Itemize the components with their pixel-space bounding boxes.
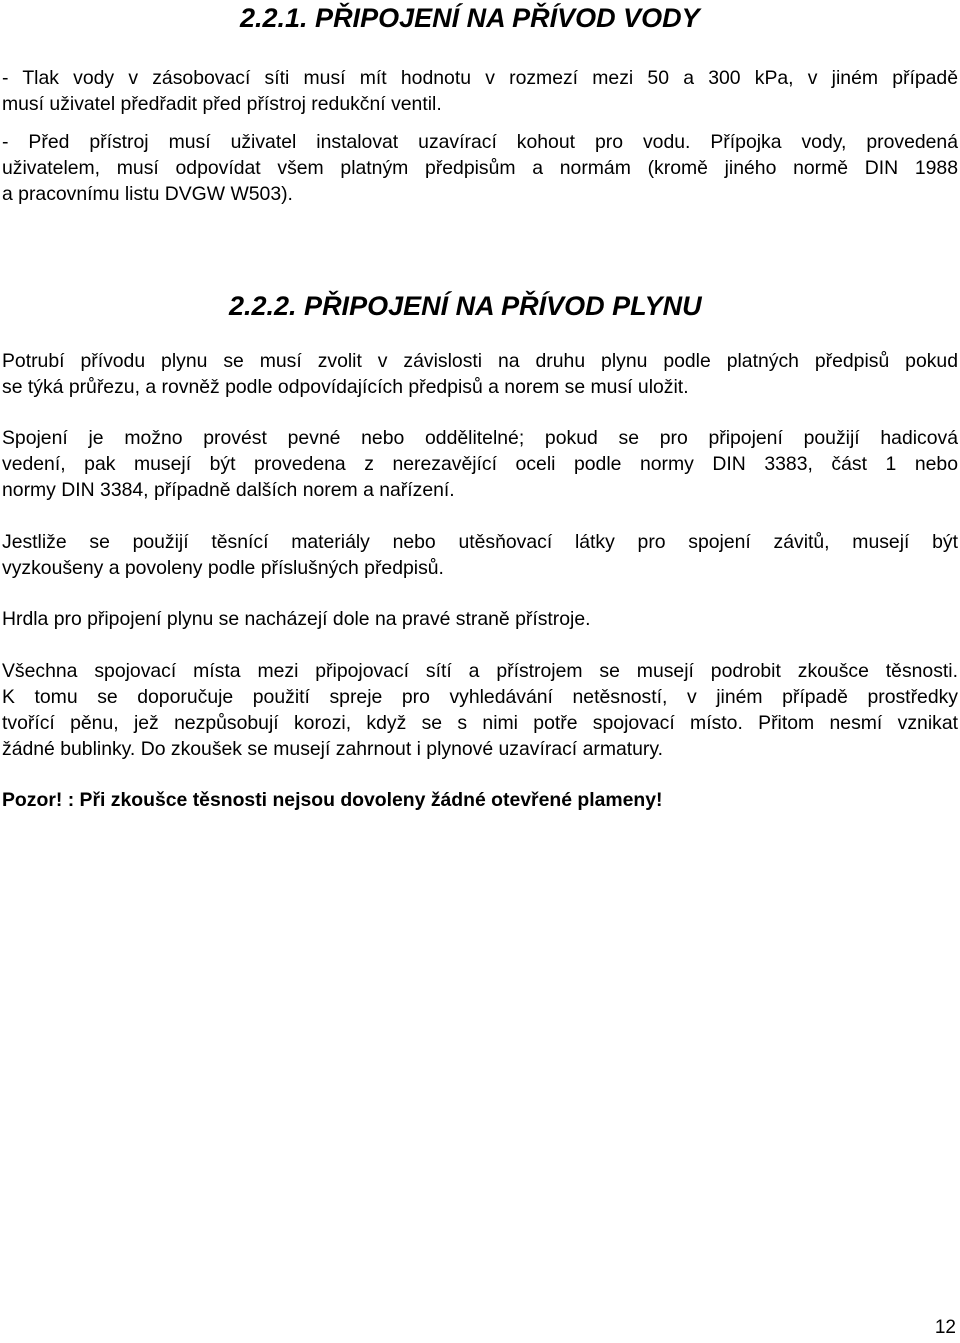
text-line: normy DIN 3384, případně dalších norem a nařízení. — [2, 479, 455, 501]
text-line: Hrdla pro připojení plynu se nacházejí dole na pravé straně přístroje. — [2, 608, 591, 630]
text-line: vyzkoušeny a povoleny podle příslušných předpisů. — [2, 557, 444, 579]
paragraph-leak-test — [2, 658, 958, 762]
text-line: Všechna spojovací místa mezi připojovací sítí a přístrojem se musejí podrobit zkoušce těsnosti. — [2, 660, 958, 682]
text-line: Spojení je možno provést pevné nebo oddělitelné; pokud se pro připojení použijí hadicová — [2, 427, 958, 449]
paragraph-gas-piping — [2, 348, 958, 400]
paragraph-water-pressure — [2, 65, 958, 117]
paragraph-gas-ports — [2, 606, 958, 632]
text-line: Potrubí přívodu plynu se musí zvolit v závislosti na druhu plynu podle platných předpisů pokud — [2, 350, 958, 372]
paragraph-water-shutoff-valve — [2, 129, 958, 207]
text-line: vedení, pak musejí být provedena z nerezavějící oceli podle normy DIN 3383, část 1 nebo — [2, 453, 958, 475]
paragraph-gas-joints — [2, 425, 958, 503]
page-number: 12 — [934, 1317, 956, 1338]
text-line: Jestliže se použijí těsnící materiály nebo utěsňovací látky pro spojení závitů, musejí být — [2, 531, 958, 553]
text-line: a pracovnímu listu DVGW W503). — [2, 183, 293, 205]
text-line: žádné bublinky. Do zkoušek se musejí zahrnout i plynové uzavírací armatury. — [2, 738, 664, 760]
text-line: K tomu se doporučuje použití spreje pro vyhledávání netěsností, v jiném případě prostředky — [2, 686, 958, 708]
text-line: tvořící pěnu, jež nezpůsobují korozi, když se s nimi potře spojovací místo. Přitom nesmí vznikat — [2, 712, 958, 734]
text-line: - Před přístroj musí uživatel instalovat uzavírací kohout pro vodu. Přípojka vody, provedená — [2, 131, 958, 153]
section-heading-water-connection: 2.2.1. PŘIPOJENÍ NA PŘÍVOD VODY — [240, 3, 700, 33]
warning-note — [2, 787, 958, 813]
text-line: musí uživatel předřadit před přístroj redukční ventil. — [2, 93, 442, 115]
section-heading-gas-connection: 2.2.2. PŘIPOJENÍ NA PŘÍVOD PLYNU — [229, 291, 702, 321]
paragraph-sealing-materials — [2, 529, 958, 581]
warning-text: Pozor! : Při zkoušce těsnosti nejsou dovoleny žádné otevřené plameny! — [2, 789, 663, 811]
text-line: - Tlak vody v zásobovací síti musí mít hodnotu v rozmezí mezi 50 a 300 kPa, v jiném případě — [2, 67, 958, 89]
text-line: uživatelem, musí odpovídat všem platným předpisům a normám (kromě jiného normě DIN 1988 — [2, 157, 958, 179]
text-line: se týká průřezu, a rovněž podle odpovídajících předpisů a norem se musí uložit. — [2, 376, 689, 398]
